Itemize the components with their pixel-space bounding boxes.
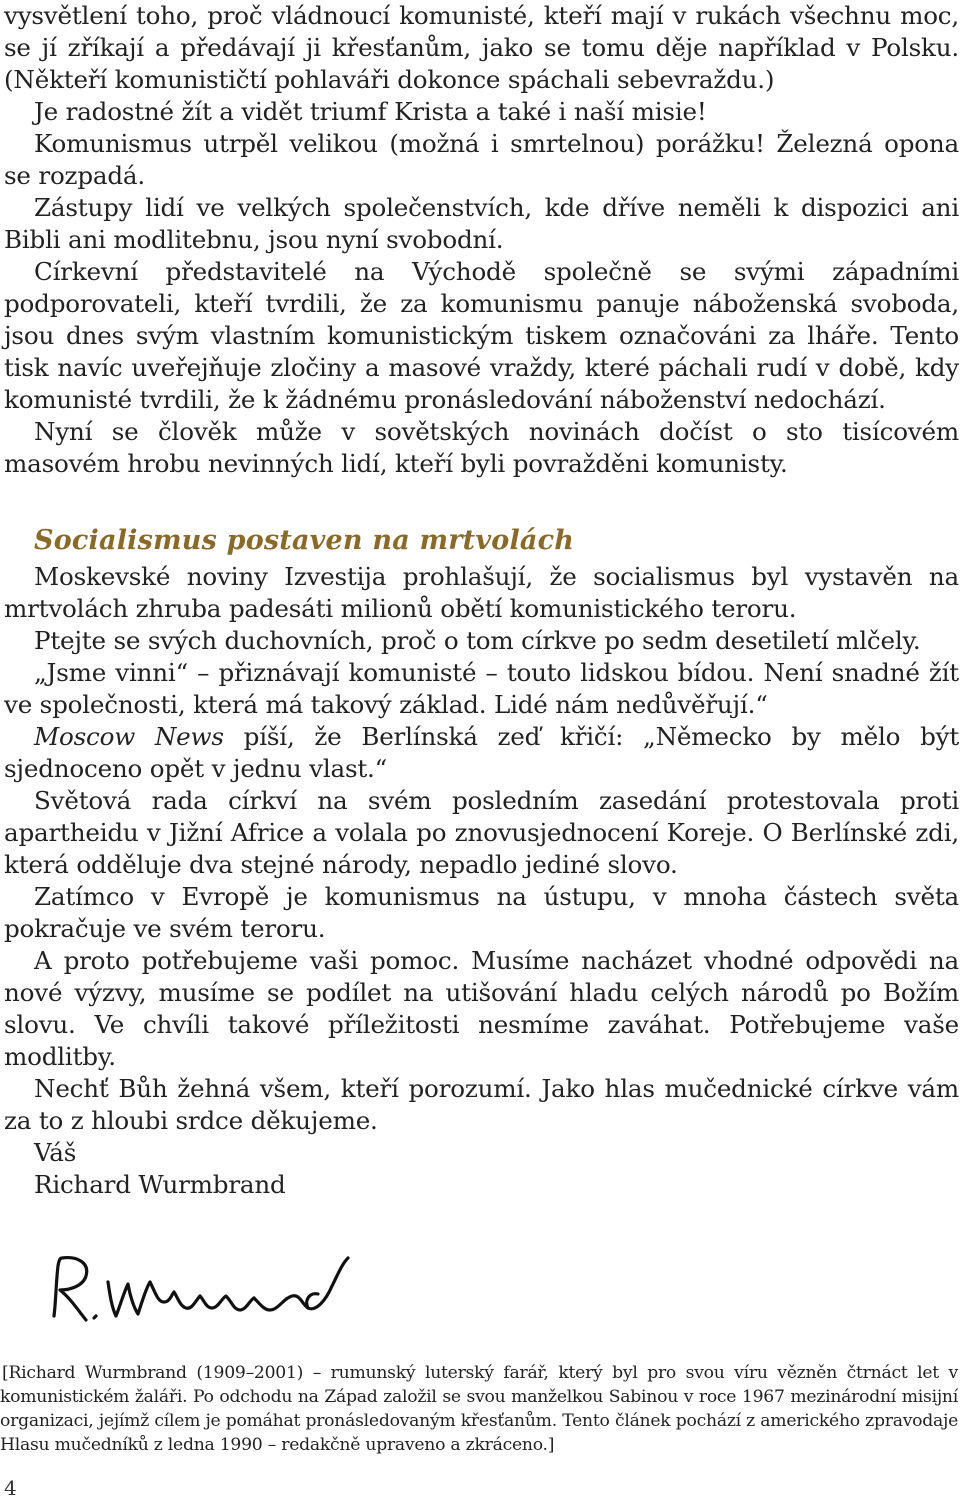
handwritten-signature bbox=[46, 1252, 366, 1330]
paragraph: A proto potřebujeme vaši pomoc. Musíme nacházet vhodné odpovědi na nové výzvy, musíme se podílet na utišování hladu celých národů po Božím slovu. Ve chvíli takové příležitosti nesmíme zaváhat. Potřebujeme vaše modlitby. bbox=[4, 946, 959, 1071]
paragraph: Je radostné žít a vidět triumf Krista a také i naší misie! bbox=[34, 97, 707, 126]
paragraph: vysvětlení toho, proč vládnoucí komunisté, kteří mají v rukách všechnu moc, se jí zříkají a předávají ji křesťanům, jako se tomu děje například v Polsku. (Někteří komunističtí pohlaváři dokonce spáchali sebevraždu.) bbox=[4, 1, 959, 94]
paragraph: Ptejte se svých duchovních, proč o tom církve po sedm desetiletí mlčely. bbox=[34, 626, 921, 655]
paragraph: Komunismus utrpěl velikou (možná i smrtelnou) porážku! Železná opona se rozpadá. bbox=[4, 129, 959, 190]
closing: Váš bbox=[34, 1138, 77, 1167]
paragraph: Nechť Bůh žehná všem, kteří porozumí. Jako hlas mučednické církve vám za to z hloubi srdce děkujeme. bbox=[4, 1074, 959, 1135]
author-name: Richard Wurmbrand bbox=[34, 1170, 286, 1199]
publication-name: Moscow News bbox=[34, 722, 224, 751]
paragraph: „Jsme vinni“ – přiznávají komunisté – touto lidskou bídou. Není snadné žít ve společnosti, která má takový základ. Lidé nám nedůvěřují.“ bbox=[4, 658, 959, 719]
paragraph-moscow-news bbox=[4, 721, 959, 785]
paragraph: Světová rada církví na svém posledním zasedání protestovala proti apartheidu v Jižní Africe a volala po znovusjednocení Koreje. O Berlínské zdi, která odděluje dva stejné národy, nepadlo jediné slovo. bbox=[4, 786, 959, 879]
paragraph: Nyní se člověk může v sovětských novinách dočíst o sto tisícovém masovém hrobu nevinných lidí, kteří byli povražděni komunisty. bbox=[4, 417, 959, 478]
paragraph: Moskevské noviny Izvestija prohlašují, že socialismus byl vystavěn na mrtvolách zhruba padesáti milionů obětí komunistického teroru. bbox=[4, 562, 959, 623]
footnote bbox=[0, 1361, 958, 1457]
paragraph: Zástupy lidí ve velkých společenstvích, kde dříve neměli k dispozici ani Bibli ani modlitebnu, jsou nyní svobodní. bbox=[4, 193, 959, 254]
paragraph: Církevní představitelé na Východě společně se svými západními podporovateli, kteří tvrdili, že za komunismu panuje náboženská svoboda, jsou dnes svým vlastním komunistickým tiskem označováni za lháře. Tento tisk navíc uveřejňuje zločiny a masové vraždy, které páchali rudí v době, kdy komunisté tvrdili, že k žádnému pronásledování náboženství nedochází. bbox=[4, 257, 959, 414]
footnote-text: [Richard Wurmbrand (1909–2001) – rumunský luterský farář, který byl pro svou víru vězněn čtrnáct let v komunistickém žaláři. Po odchodu na Západ založil se svou manželkou Sabinou v roce 1967 mezinárodní misijní organizaci, jejímž cílem je pomáhat pronásledovaným křesťanům. Tento článek pochází z amerického zpravodaje Hlasu mučedníků z ledna 1990 – redakčně upraveno a zkráceno.] bbox=[0, 1363, 958, 1455]
paragraph: Zatímco v Evropě je komunismus na ústupu, v mnoha částech světa pokračuje ve svém teroru. bbox=[4, 882, 959, 943]
paragraph-rest: píší, že Berlínská zeď křičí: „Německo by mělo být sjednoceno opět v jednu vlast.“ bbox=[4, 722, 960, 783]
article-body bbox=[4, 0, 959, 1201]
page-number: 4 bbox=[4, 1476, 17, 1500]
section-heading: Socialismus postaven na mrtvolách bbox=[34, 525, 575, 556]
